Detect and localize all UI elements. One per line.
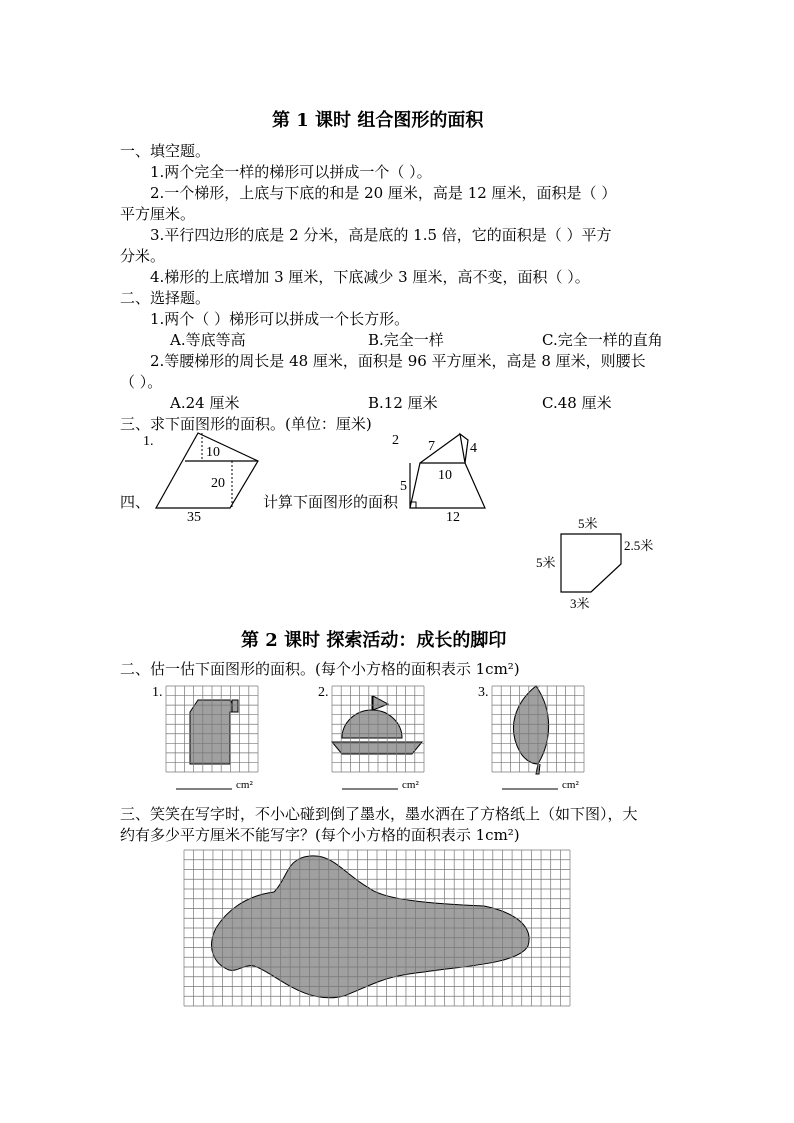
section-choice: 二、选择题。 [120, 289, 211, 307]
figure-3-label-right: 2.5米 [624, 538, 654, 553]
grid-2-boat [316, 682, 436, 792]
grid-3-leaf [476, 682, 596, 792]
grid-1-house [150, 682, 270, 792]
grid-1-unit: cm² [236, 779, 253, 791]
figure-2-label-mid: 10 [438, 468, 452, 483]
section-fill-blank: 一、填空题。 [120, 142, 211, 160]
grid-2-number: 2. [318, 685, 329, 700]
question-1-3: 3.平行四边形的底是 2 分米，高是底的 1.5 倍，它的面积是（ ）平方 [150, 226, 612, 244]
option-2-1-b: B.完全一样 [368, 331, 444, 349]
figure-2-number: 2 [392, 433, 399, 448]
question-1-3-cont: 分米。 [120, 247, 166, 265]
question-2-2-cont: （ ）。 [120, 373, 163, 391]
option-2-2-b: B.12 厘米 [368, 394, 438, 412]
figure-2-trapezoid [390, 430, 520, 525]
figure-1-label-top: 10 [206, 445, 220, 460]
section-4-label: 四、 [120, 493, 151, 511]
figure-2-label-b: 4 [470, 441, 477, 456]
lesson1-title: 第 1 课时 组合图形的面积 [272, 110, 484, 131]
figure-2-label-a: 7 [428, 439, 435, 454]
question-1-2: 2.一个梯形，上底与下底的和是 20 厘米，高是 12 厘米，面积是（ ） [150, 184, 617, 202]
figure-1-label-base: 35 [187, 510, 201, 525]
option-2-1-c: C.完全一样的直角 [542, 331, 663, 349]
option-2-2-a: A.24 厘米 [170, 394, 240, 412]
figure-3-label-bottom: 3米 [570, 596, 590, 611]
option-2-2-c: C.48 厘米 [542, 394, 612, 412]
figure-3-label-top: 5米 [578, 516, 598, 531]
grid-3-number: 3. [478, 685, 489, 700]
figure-2-label-side: 5 [400, 479, 407, 494]
question-1-4: 4.梯形的上底增加 3 厘米，下底减少 3 厘米，高不变，面积（ ）。 [150, 268, 590, 286]
section-ink-question: 三、笑笑在写字时，不小心碰到倒了墨水，墨水洒在了方格纸上（如下图），大 [120, 805, 638, 823]
figure-3-label-left: 5米 [536, 555, 556, 570]
section-estimate: 二、估一估下面图形的面积。(每个小方格的面积表示 1cm²) [120, 660, 520, 678]
grid-3-unit: cm² [562, 779, 579, 791]
ink-blot-grid [184, 848, 574, 1008]
question-1-2-cont: 平方厘米。 [120, 205, 196, 223]
option-2-1-a: A.等底等高 [170, 331, 246, 349]
figure-1-parallelogram [143, 430, 283, 525]
section-area-calc: 三、求下面图形的面积。(单位：厘米) [120, 415, 372, 433]
section-4-text: 计算下面图形的面积 [263, 493, 399, 511]
figure-1-number: 1. [143, 434, 154, 449]
grid-1-number: 1. [152, 685, 163, 700]
figure-1-label-height: 20 [211, 476, 225, 491]
lesson2-title: 第 2 课时 探索活动：成长的脚印 [241, 630, 507, 651]
question-2-1: 1.两个（ ）梯形可以拼成一个长方形。 [150, 310, 410, 328]
question-1-1: 1.两个完全一样的梯形可以拼成一个（ ）。 [150, 163, 432, 181]
section-ink-question-cont: 约有多少平方厘米不能写字？(每个小方格的面积表示 1cm²) [120, 826, 520, 844]
question-2-2: 2.等腰梯形的周长是 48 厘米，面积是 96 平方厘米，高是 8 厘米，则腰长 [150, 352, 646, 370]
grid-2-unit: cm² [402, 779, 419, 791]
figure-3-pentagon [532, 512, 672, 612]
figure-2-label-base: 12 [446, 510, 460, 525]
